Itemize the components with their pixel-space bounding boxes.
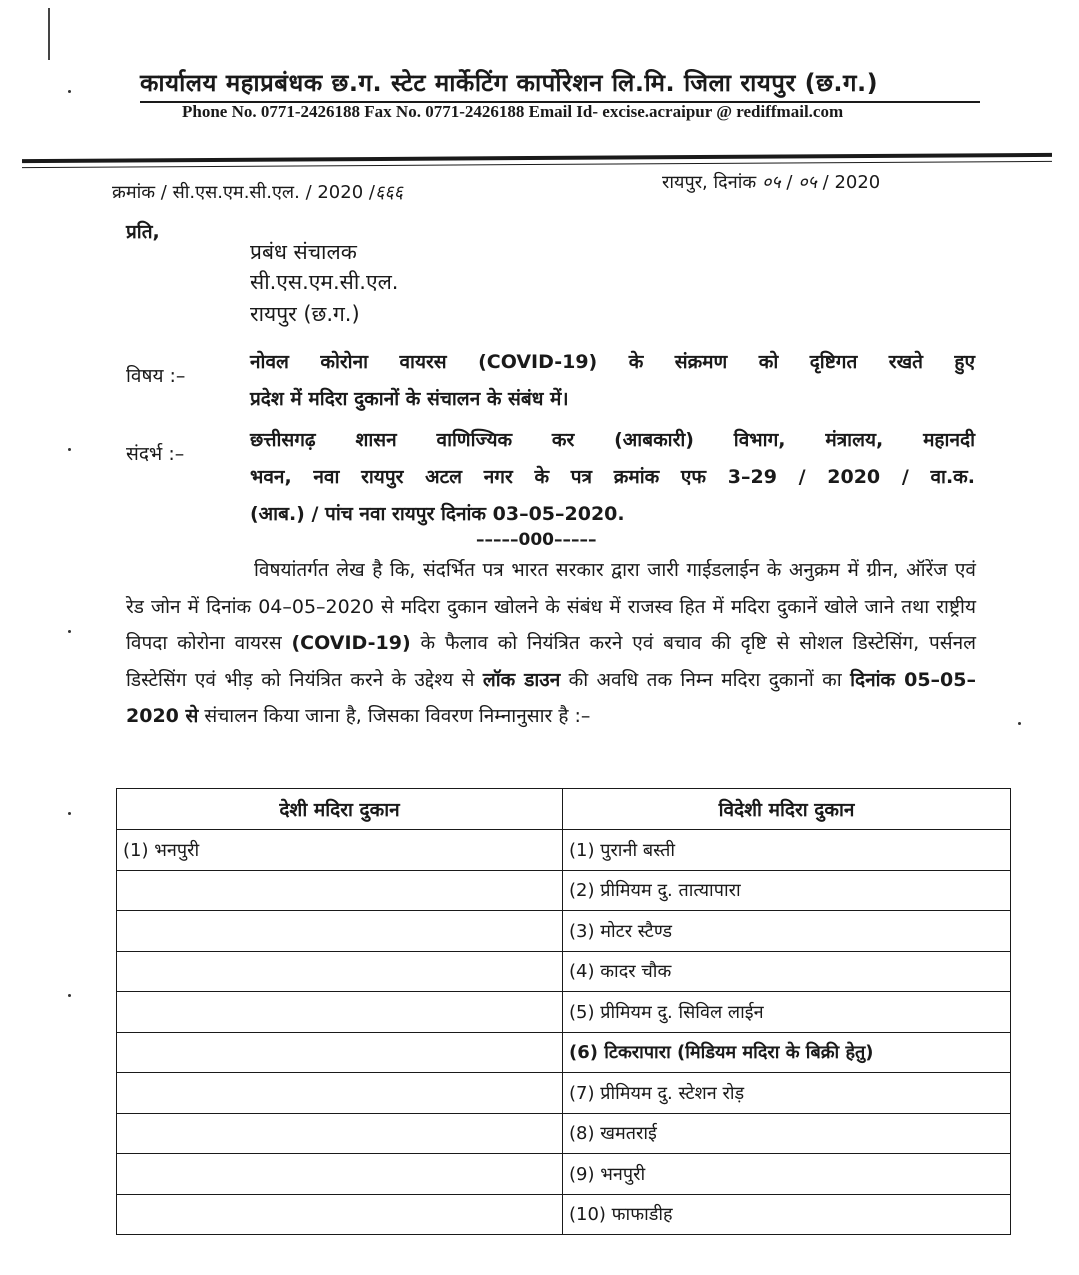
foreign-shop-cell: (8) खमतराई — [563, 1113, 1011, 1154]
date-year: 2020 — [834, 172, 881, 193]
reference-text — [250, 422, 975, 533]
reference-line-2: भवन, नवा रायपुर अटल नगर के पत्र क्रमांक एफ 3–29 / 2020 / वा.क. — [250, 466, 975, 488]
table-row — [117, 1032, 1011, 1073]
country-shop-cell — [117, 1113, 563, 1154]
body-paragraph — [126, 552, 976, 735]
date-day: ०५ — [761, 172, 781, 193]
country-shop-cell — [117, 1073, 563, 1114]
paragraph-covid: (COVID-19) — [291, 632, 411, 654]
pen-mark — [48, 8, 50, 60]
paragraph-lockdown: लॉक डाउन — [482, 668, 561, 691]
scan-dot — [1018, 722, 1021, 725]
table-row — [117, 870, 1011, 911]
table-row — [117, 992, 1011, 1033]
section-separator: –––––000––––– — [476, 530, 597, 550]
letter-date: रायपुर, दिनांक ०५ / ०५ / 2020 — [662, 172, 881, 193]
prati-label: प्रति, — [126, 221, 160, 243]
subject-line-1: नोवल कोरोना वायरस (COVID-19) के संक्रमण को दृष्टिगत रखते हुए — [250, 351, 975, 373]
table-header-row — [117, 789, 1011, 830]
subject-label: विषय :– — [126, 365, 186, 387]
reference-handwritten-number: ६६६ — [374, 182, 404, 203]
foreign-shop-cell: (3) मोटर स्टैण्ड — [563, 911, 1011, 952]
foreign-shop-cell: (7) प्रीमियम दु. स्टेशन रोड़ — [563, 1073, 1011, 1114]
country-shop-cell — [117, 1194, 563, 1235]
foreign-shop-cell: (4) कादर चौक — [563, 951, 1011, 992]
scan-dot — [68, 812, 71, 815]
scan-dot — [68, 994, 71, 997]
reference-line-3: (आब.) / पांच नवा रायपुर दिनांक 03–05–2020. — [250, 503, 625, 525]
liquor-shops-table — [116, 788, 1011, 1235]
recipient-line-2: सी.एस.एम.सी.एल. — [250, 270, 399, 294]
table-row — [117, 951, 1011, 992]
country-shop-cell — [117, 951, 563, 992]
scan-dot — [68, 630, 71, 633]
letterhead-title: कार्यालय महाप्रबंधक छ.ग. स्टेट मार्केटिंग कार्पोरेशन लि.मि. जिला रायपुर (छ.ग.) — [140, 66, 980, 103]
date-prefix: रायपुर, दिनांक — [662, 172, 757, 193]
table-row — [117, 830, 1011, 871]
scan-dot — [68, 90, 71, 93]
foreign-shop-cell: (9) भनपुरी — [563, 1154, 1011, 1195]
table-row — [117, 1113, 1011, 1154]
country-shop-cell — [117, 870, 563, 911]
table-row — [117, 911, 1011, 952]
header-country-liquor-shops: देशी मदिरा दुकान — [117, 789, 563, 830]
country-shop-cell — [117, 1032, 563, 1073]
recipient-line-1: प्रबंध संचालक — [250, 240, 357, 264]
foreign-shop-cell: (5) प्रीमियम दु. सिविल लाईन — [563, 992, 1011, 1033]
reference-prefix: क्रमांक / सी.एस.एम.सी.एल. / 2020 / — [112, 182, 375, 203]
table-row — [117, 1194, 1011, 1235]
subject-text — [250, 344, 975, 418]
table-row — [117, 1154, 1011, 1195]
paragraph-text-3: की अवधि तक निम्न मदिरा दुकानों का — [560, 668, 851, 691]
paragraph-text-2: के फैलाव को नियंत्रित करने एवं बचाव की दृष्टि से सोशल डिस्टेसिंग, पर्सनल डिस्टेसिंग एवं भीड़ को नियंत्रित करने के उद्देश्य से — [126, 632, 977, 691]
country-shop-cell: (1) भनपुरी — [117, 830, 563, 871]
paragraph-date: दिनांक 05–05–2020 से — [126, 668, 976, 727]
subject-line-2: प्रदेश में मदिरा दुकानों के संचालन के संबंध में। — [250, 388, 569, 410]
country-shop-cell — [117, 911, 563, 952]
scan-dot — [68, 448, 71, 451]
foreign-shop-cell: (1) पुरानी बस्ती — [563, 830, 1011, 871]
foreign-shop-cell: (6) टिकरापारा (मिडियम मदिरा के बिक्री हेतु) — [563, 1032, 1011, 1073]
reference-number — [112, 180, 403, 204]
reference-line-1: छत्तीसगढ़ शासन वाणिज्यिक कर (आबकारी) विभाग, मंत्रालय, महानदी — [250, 429, 975, 451]
country-shop-cell — [117, 1154, 563, 1195]
paragraph-text-4: संचालन किया जाना है, जिसका विवरण निम्नानुसार है :– — [198, 705, 591, 727]
reference-label: संदर्भ :– — [126, 443, 185, 465]
foreign-shop-cell: (2) प्रीमियम दु. तात्यापारा — [563, 870, 1011, 911]
header-foreign-liquor-shops: विदेशी मदिरा दुकान — [563, 789, 1011, 830]
paragraph-text-1: विषयांतर्गत लेख है कि, संदर्भित पत्र भारत सरकार द्वारा जारी गाईडलाईन के अनुक्रम में ग्रीन, ऑरेंज एवं रेड जोन में दिनांक 04–05–2020 से मदिरा दुकान खोलने के संबंध में राजस्व हित में मदिरा दुकानें खोले जाने तथा राष्ट्रीय विपदा कोरोना वायरस — [126, 559, 976, 654]
letterhead-contact: Phone No. 0771-2426188 Fax No. 0771-2426188 Email Id- excise.acraipur @ rediffmail.com — [182, 102, 844, 121]
table-row — [117, 1073, 1011, 1114]
foreign-shop-cell: (10) फाफाडीह — [563, 1194, 1011, 1235]
recipient-line-3: रायपुर (छ.ग.) — [250, 302, 360, 326]
date-month: ०५ — [798, 172, 817, 193]
country-shop-cell — [117, 992, 563, 1033]
